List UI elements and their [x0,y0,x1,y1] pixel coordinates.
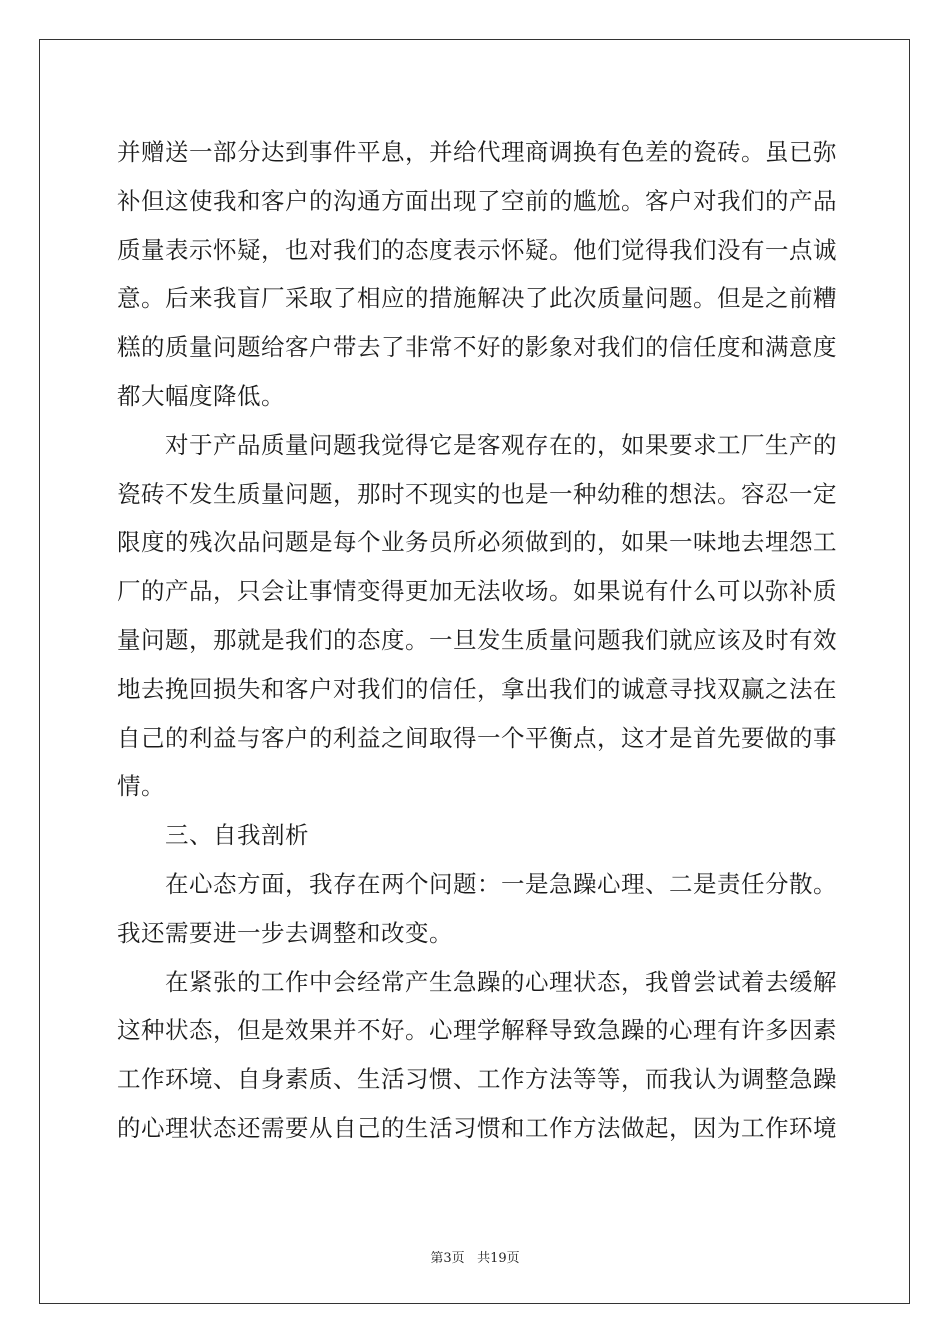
page-number: 第3页 [430,1251,465,1266]
paragraph-2: 对于产品质量问题我觉得它是客观存在的，如果要求工厂生产的瓷砖不发生质量问题，那时不现实的也是一种幼稚的想法。容忍一定限度的残次品问题是每个业务员所必须做到的，如果一味地去埋怨工厂的产品，只会让事情变得更加无法收场。如果说有什么可以弥补质量问题，那就是我们的态度。一旦发生质量问题我们就应该及时有效地去挽回损失和客户对我们的信任，拿出我们的诚意寻找双赢之法在自己的利益与客户的利益之间取得一个平衡点，这才是首先要做的事情。 [117,430,837,801]
section-heading: 三、自我剖析 [165,821,309,850]
page-footer [0,1247,950,1266]
paragraph-1: 并赠送一部分达到事件平息，并给代理商调换有色差的瓷砖。虽已弥补但这使我和客户的沟通方面出现了空前的尴尬。客户对我们的产品质量表示怀疑，也对我们的态度表示怀疑。他们觉得我们没有一点诚意。后来我盲厂采取了相应的措施解决了此次质量问题。但是之前糟糕的质量问题给客户带去了非常不好的影象对我们的信任度和满意度都大幅度降低。 [117,138,837,410]
paragraph-3: 在心态方面，我存在两个问题：一是急躁心理、二是责任分散。我还需要进一步去调整和改变。 [117,869,837,947]
paragraph-4: 在紧张的工作中会经常产生急躁的心理状态，我曾尝试着去缓解这种状态，但是效果并不好。心理学解释导致急躁的心理有许多因素工作环境、自身素质、生活习惯、工作方法等等，而我认为调整急躁的心理状态还需要从自己的生活习惯和工作方法做起，因为工作环境 [117,967,837,1142]
total-pages: 共19页 [477,1251,520,1266]
document-body [117,128,837,1153]
